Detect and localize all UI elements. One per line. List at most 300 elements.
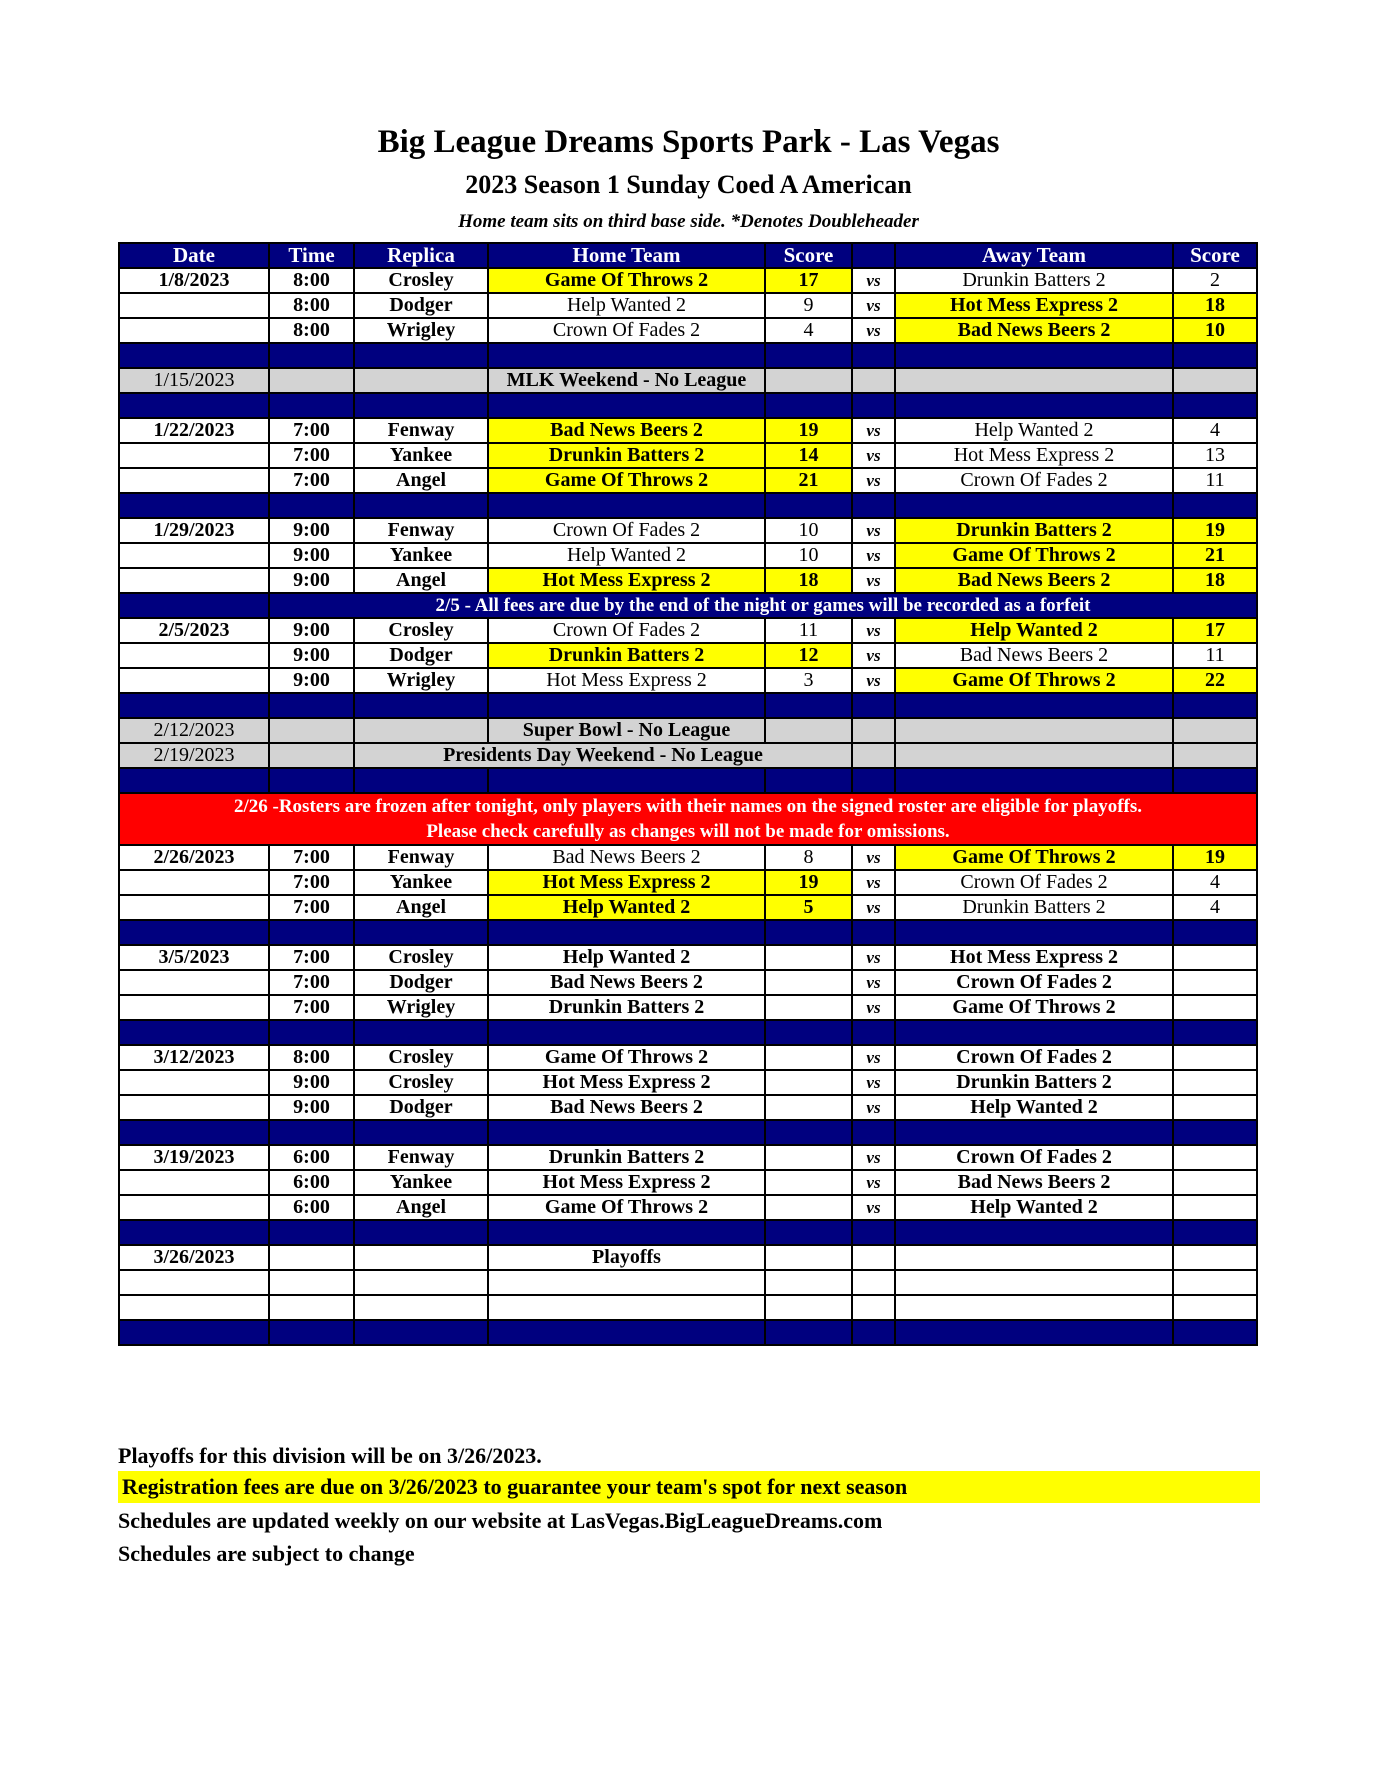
spacer-cell xyxy=(488,1020,765,1045)
game-row xyxy=(119,1270,1257,1295)
time-cell xyxy=(269,718,354,743)
vs-cell: vs xyxy=(852,543,895,568)
spacer-cell xyxy=(354,1320,488,1345)
home-team-cell: Game Of Throws 2 xyxy=(488,468,765,493)
replica-cell: Dodger xyxy=(354,293,488,318)
replica-cell: Crosley xyxy=(354,945,488,970)
home-team-cell: Hot Mess Express 2 xyxy=(488,668,765,693)
spacer-cell xyxy=(354,920,488,945)
home-team-cell: Help Wanted 2 xyxy=(488,543,765,568)
away-score-cell xyxy=(1173,1245,1257,1270)
game-row xyxy=(119,293,1257,318)
away-team-cell: Drunkin Batters 2 xyxy=(895,268,1173,293)
spacer-row xyxy=(119,1120,1257,1145)
game-row xyxy=(119,618,1257,643)
home-team-cell: Drunkin Batters 2 xyxy=(488,995,765,1020)
time-cell: 7:00 xyxy=(269,970,354,995)
spacer-cell xyxy=(488,693,765,718)
spacer-cell xyxy=(765,1020,852,1045)
away-team-cell: Game Of Throws 2 xyxy=(895,995,1173,1020)
spacer-cell xyxy=(852,693,895,718)
spacer-cell xyxy=(119,920,269,945)
time-cell: 7:00 xyxy=(269,995,354,1020)
date-cell: 3/26/2023 xyxy=(119,1245,269,1270)
time-cell xyxy=(269,368,354,393)
game-row xyxy=(119,543,1257,568)
home-team-cell: Drunkin Batters 2 xyxy=(488,643,765,668)
time-cell xyxy=(269,1245,354,1270)
vs-cell: vs xyxy=(852,568,895,593)
spacer-cell xyxy=(354,1220,488,1245)
spacer-row xyxy=(119,1220,1257,1245)
date-cell: 1/15/2023 xyxy=(119,368,269,393)
date-cell: 1/8/2023 xyxy=(119,268,269,293)
date-cell: 2/19/2023 xyxy=(119,743,269,768)
roster-notice-line-1: 2/26 -Rosters are frozen after tonight, only players with their names on the signed roster are eligible for playoffs. xyxy=(233,796,1143,817)
vs-cell: vs xyxy=(852,870,895,895)
home-team-cell: Hot Mess Express 2 xyxy=(488,1070,765,1095)
away-team-cell: Crown Of Fades 2 xyxy=(895,468,1173,493)
time-cell xyxy=(269,1295,354,1320)
away-team-cell: Game Of Throws 2 xyxy=(895,845,1173,870)
home-score-cell xyxy=(765,995,852,1020)
away-team-cell: Drunkin Batters 2 xyxy=(895,895,1173,920)
no-league-row xyxy=(119,718,1257,743)
footer-change-note: Schedules are subject to change xyxy=(118,1541,415,1566)
time-cell: 9:00 xyxy=(269,618,354,643)
replica-cell xyxy=(354,368,488,393)
replica-cell: Angel xyxy=(354,468,488,493)
away-score-cell xyxy=(1173,1195,1257,1220)
spacer-cell xyxy=(765,1320,852,1345)
home-score-cell: 4 xyxy=(765,318,852,343)
home-score-cell: 10 xyxy=(765,518,852,543)
game-row xyxy=(119,568,1257,593)
time-cell: 7:00 xyxy=(269,418,354,443)
date-cell xyxy=(119,1070,269,1095)
spacer-cell xyxy=(354,768,488,793)
replica-cell xyxy=(354,1245,488,1270)
vs-cell: vs xyxy=(852,895,895,920)
roster-notice-row xyxy=(119,793,1257,845)
roster-notice-line-2: Please check carefully as changes will not be made for omissions. xyxy=(426,821,950,842)
page-title: Big League Dreams Sports Park - Las Vegas xyxy=(377,124,1000,160)
vs-cell: vs xyxy=(852,1070,895,1095)
away-team-cell: Bad News Beers 2 xyxy=(895,568,1173,593)
spacer-cell xyxy=(895,493,1173,518)
vs-cell: vs xyxy=(852,845,895,870)
vs-cell: vs xyxy=(852,1095,895,1120)
away-score-cell: 10 xyxy=(1173,318,1257,343)
spacer-cell xyxy=(269,343,354,368)
vs-cell: vs xyxy=(852,1145,895,1170)
time-cell: 7:00 xyxy=(269,945,354,970)
away-score-cell xyxy=(1173,1170,1257,1195)
game-row xyxy=(119,845,1257,870)
spacer-cell xyxy=(895,1020,1173,1045)
time-cell: 9:00 xyxy=(269,543,354,568)
away-team-cell: Crown Of Fades 2 xyxy=(895,870,1173,895)
home-team-cell xyxy=(488,1270,765,1295)
spacer-cell xyxy=(765,393,852,418)
home-score-cell xyxy=(765,1295,852,1320)
spacer-cell xyxy=(852,343,895,368)
replica-cell xyxy=(354,718,488,743)
home-team-cell: Bad News Beers 2 xyxy=(488,845,765,870)
vs-cell xyxy=(852,368,895,393)
away-team-cell xyxy=(895,718,1173,743)
vs-cell xyxy=(852,1295,895,1320)
home-score-cell xyxy=(765,1070,852,1095)
spacer-cell xyxy=(1173,1220,1257,1245)
game-row xyxy=(119,1245,1257,1270)
date-cell xyxy=(119,643,269,668)
spacer-cell xyxy=(1173,493,1257,518)
date-cell xyxy=(119,468,269,493)
away-team-cell xyxy=(895,1295,1173,1320)
away-score-cell: 19 xyxy=(1173,845,1257,870)
seating-note: Home team sits on third base side. *Denotes Doubleheader xyxy=(458,211,919,232)
spacer-cell xyxy=(354,343,488,368)
roster-notice xyxy=(119,793,1257,845)
away-team-cell: Bad News Beers 2 xyxy=(895,318,1173,343)
home-team-cell: Game Of Throws 2 xyxy=(488,268,765,293)
time-cell: 7:00 xyxy=(269,468,354,493)
spacer-cell xyxy=(488,920,765,945)
time-cell: 7:00 xyxy=(269,443,354,468)
home-score-cell: 18 xyxy=(765,568,852,593)
home-score-cell xyxy=(765,1170,852,1195)
no-league-label: MLK Weekend - No League xyxy=(488,368,765,393)
no-league-row xyxy=(119,743,1257,768)
away-team-cell xyxy=(895,1245,1173,1270)
time-cell xyxy=(269,743,354,768)
away-score-cell: 2 xyxy=(1173,268,1257,293)
away-score-cell: 18 xyxy=(1173,293,1257,318)
time-cell: 7:00 xyxy=(269,895,354,920)
spacer-cell xyxy=(852,1220,895,1245)
home-score-cell: 14 xyxy=(765,443,852,468)
time-cell: 9:00 xyxy=(269,668,354,693)
date-cell xyxy=(119,668,269,693)
page-subtitle: 2023 Season 1 Sunday Coed A American xyxy=(465,170,912,199)
game-row xyxy=(119,970,1257,995)
fee-notice-row xyxy=(119,593,1257,618)
away-team-cell xyxy=(895,1270,1173,1295)
away-team-cell: Hot Mess Express 2 xyxy=(895,443,1173,468)
spacer-cell xyxy=(354,493,488,518)
home-team-cell: Crown Of Fades 2 xyxy=(488,518,765,543)
spacer-cell xyxy=(1173,920,1257,945)
home-score-cell xyxy=(765,1195,852,1220)
time-cell: 9:00 xyxy=(269,518,354,543)
spacer-cell xyxy=(895,1320,1173,1345)
date-cell xyxy=(119,293,269,318)
home-score-cell xyxy=(765,1045,852,1070)
time-cell: 8:00 xyxy=(269,293,354,318)
game-row xyxy=(119,468,1257,493)
vs-cell: vs xyxy=(852,970,895,995)
away-team-cell xyxy=(1173,743,1257,768)
time-cell: 8:00 xyxy=(269,1045,354,1070)
spacer-cell xyxy=(1173,693,1257,718)
away-score-cell xyxy=(1173,1270,1257,1295)
home-team-cell: Hot Mess Express 2 xyxy=(488,568,765,593)
spacer-cell xyxy=(1173,1320,1257,1345)
away-score-cell: 19 xyxy=(1173,518,1257,543)
date-cell xyxy=(119,443,269,468)
spacer-cell xyxy=(119,393,269,418)
spacer-cell xyxy=(488,1220,765,1245)
spacer-cell xyxy=(852,1320,895,1345)
home-score-cell xyxy=(765,718,852,743)
time-cell: 9:00 xyxy=(269,643,354,668)
spacer-cell xyxy=(1173,343,1257,368)
date-cell: 2/12/2023 xyxy=(119,718,269,743)
game-row xyxy=(119,643,1257,668)
replica-cell: Yankee xyxy=(354,870,488,895)
replica-cell: Crosley xyxy=(354,1045,488,1070)
spacer-cell xyxy=(354,693,488,718)
spacer-cell xyxy=(488,1320,765,1345)
time-cell: 6:00 xyxy=(269,1145,354,1170)
away-team-cell: Help Wanted 2 xyxy=(895,1095,1173,1120)
vs-cell: vs xyxy=(852,1170,895,1195)
game-row xyxy=(119,1070,1257,1095)
home-team-cell: Bad News Beers 2 xyxy=(488,418,765,443)
away-team-cell: Bad News Beers 2 xyxy=(895,1170,1173,1195)
spacer-row xyxy=(119,1320,1257,1345)
away-team-cell: Help Wanted 2 xyxy=(895,618,1173,643)
home-score-cell: 19 xyxy=(765,418,852,443)
home-team-cell: Crown Of Fades 2 xyxy=(488,318,765,343)
col-header-away-team: Away Team xyxy=(895,243,1173,268)
replica-cell: Yankee xyxy=(354,543,488,568)
away-score-cell: 13 xyxy=(1173,443,1257,468)
home-score-cell: 9 xyxy=(765,293,852,318)
game-row xyxy=(119,945,1257,970)
home-score-cell: 19 xyxy=(765,870,852,895)
no-league-row xyxy=(119,368,1257,393)
spacer-cell xyxy=(269,493,354,518)
replica-cell: Wrigley xyxy=(354,995,488,1020)
replica-cell: Crosley xyxy=(354,268,488,293)
time-cell: 7:00 xyxy=(269,845,354,870)
col-header-time: Time xyxy=(269,243,354,268)
home-score-cell: 11 xyxy=(765,618,852,643)
replica-cell: Angel xyxy=(354,1195,488,1220)
game-row xyxy=(119,1295,1257,1320)
spacer-row xyxy=(119,693,1257,718)
away-score-cell xyxy=(1173,970,1257,995)
date-cell xyxy=(119,1195,269,1220)
spacer-cell xyxy=(119,693,269,718)
spacer-row xyxy=(119,343,1257,368)
time-cell: 7:00 xyxy=(269,870,354,895)
spacer-cell xyxy=(488,343,765,368)
home-score-cell xyxy=(765,945,852,970)
vs-cell: vs xyxy=(852,318,895,343)
replica-cell: Yankee xyxy=(354,1170,488,1195)
spacer-cell xyxy=(119,493,269,518)
home-team-cell: Help Wanted 2 xyxy=(488,293,765,318)
spacer-cell xyxy=(1173,1020,1257,1045)
vs-cell: vs xyxy=(852,643,895,668)
vs-cell xyxy=(852,1270,895,1295)
spacer-cell xyxy=(1173,1120,1257,1145)
replica-cell: Dodger xyxy=(354,643,488,668)
time-cell: 9:00 xyxy=(269,1070,354,1095)
date-cell xyxy=(119,543,269,568)
date-cell xyxy=(119,1170,269,1195)
replica-cell: Wrigley xyxy=(354,318,488,343)
home-score-cell xyxy=(852,743,895,768)
spacer-cell xyxy=(488,1120,765,1145)
spacer-cell xyxy=(895,343,1173,368)
spacer-cell xyxy=(488,768,765,793)
spacer-cell xyxy=(488,493,765,518)
no-league-label: Super Bowl - No League xyxy=(488,718,765,743)
home-score-cell: 5 xyxy=(765,895,852,920)
away-team-cell: Game Of Throws 2 xyxy=(895,543,1173,568)
away-score-cell: 21 xyxy=(1173,543,1257,568)
replica-cell: Dodger xyxy=(354,970,488,995)
vs-cell: vs xyxy=(852,268,895,293)
away-score-cell xyxy=(1173,1070,1257,1095)
away-team-cell: Crown Of Fades 2 xyxy=(895,1145,1173,1170)
home-score-cell xyxy=(765,1145,852,1170)
date-cell xyxy=(119,995,269,1020)
away-score-cell xyxy=(1173,368,1257,393)
spacer-cell xyxy=(269,1220,354,1245)
away-score-cell xyxy=(1173,1295,1257,1320)
spacer-cell xyxy=(765,1220,852,1245)
home-score-cell: 8 xyxy=(765,845,852,870)
spacer-cell xyxy=(269,393,354,418)
home-team-cell: Game Of Throws 2 xyxy=(488,1045,765,1070)
vs-cell: vs xyxy=(852,443,895,468)
vs-cell xyxy=(895,743,1173,768)
spacer-cell xyxy=(354,1020,488,1045)
col-header-replica: Replica xyxy=(354,243,488,268)
game-row xyxy=(119,1095,1257,1120)
col-header-home-team: Home Team xyxy=(488,243,765,268)
home-score-cell: 12 xyxy=(765,643,852,668)
spacer-row xyxy=(119,920,1257,945)
spacer-cell xyxy=(765,768,852,793)
date-cell xyxy=(119,568,269,593)
spacer-cell xyxy=(269,693,354,718)
spacer-cell xyxy=(852,493,895,518)
home-team-cell: Crown Of Fades 2 xyxy=(488,618,765,643)
date-cell xyxy=(119,870,269,895)
home-score-cell xyxy=(765,970,852,995)
vs-cell: vs xyxy=(852,1045,895,1070)
spacer-cell xyxy=(765,343,852,368)
away-team-cell: Help Wanted 2 xyxy=(895,1195,1173,1220)
spacer-cell xyxy=(852,920,895,945)
spacer-row xyxy=(119,393,1257,418)
replica-cell: Wrigley xyxy=(354,668,488,693)
away-team-cell: Drunkin Batters 2 xyxy=(895,518,1173,543)
spacer-cell xyxy=(895,1120,1173,1145)
date-cell: 1/29/2023 xyxy=(119,518,269,543)
spacer-row xyxy=(119,768,1257,793)
spacer-cell xyxy=(765,693,852,718)
no-league-label: Presidents Day Weekend - No League xyxy=(354,743,852,768)
game-row xyxy=(119,518,1257,543)
date-cell: 2/26/2023 xyxy=(119,845,269,870)
col-header-vs xyxy=(852,243,895,268)
replica-cell: Yankee xyxy=(354,443,488,468)
spacer-cell xyxy=(269,1320,354,1345)
home-score-cell: 3 xyxy=(765,668,852,693)
game-row xyxy=(119,1145,1257,1170)
col-header-away-score: Score xyxy=(1173,243,1257,268)
spacer-row xyxy=(119,1020,1257,1045)
spacer-cell xyxy=(1173,768,1257,793)
date-cell xyxy=(119,1270,269,1295)
away-score-cell: 4 xyxy=(1173,870,1257,895)
game-row xyxy=(119,1170,1257,1195)
away-team-cell: Crown Of Fades 2 xyxy=(895,1045,1173,1070)
replica-cell: Fenway xyxy=(354,418,488,443)
vs-cell: vs xyxy=(852,945,895,970)
replica-cell: Fenway xyxy=(354,845,488,870)
date-cell xyxy=(119,970,269,995)
away-team-cell xyxy=(895,368,1173,393)
vs-cell xyxy=(852,1245,895,1270)
spacer-cell xyxy=(119,1120,269,1145)
spacer-cell xyxy=(852,1020,895,1045)
spacer-cell xyxy=(488,393,765,418)
vs-cell: vs xyxy=(852,468,895,493)
time-cell: 8:00 xyxy=(269,318,354,343)
spacer-cell xyxy=(765,1120,852,1145)
replica-cell xyxy=(354,1270,488,1295)
home-team-cell: Drunkin Batters 2 xyxy=(488,443,765,468)
game-row xyxy=(119,895,1257,920)
away-score-cell: 17 xyxy=(1173,618,1257,643)
spacer-cell xyxy=(895,693,1173,718)
home-team-cell: Help Wanted 2 xyxy=(488,895,765,920)
footer-registration-note: Registration fees are due on 3/26/2023 to guarantee your team's spot for next season xyxy=(118,1471,1260,1503)
spacer-cell xyxy=(852,393,895,418)
time-cell: 6:00 xyxy=(269,1170,354,1195)
replica-cell: Angel xyxy=(354,568,488,593)
away-score-cell xyxy=(1173,1095,1257,1120)
away-team-cell: Game Of Throws 2 xyxy=(895,668,1173,693)
footer-playoffs-note: Playoffs for this division will be on 3/26/2023. xyxy=(118,1443,542,1468)
home-score-cell: 21 xyxy=(765,468,852,493)
away-score-cell: 4 xyxy=(1173,418,1257,443)
replica-cell xyxy=(354,1295,488,1320)
spacer-cell xyxy=(269,1120,354,1145)
away-team-cell: Bad News Beers 2 xyxy=(895,643,1173,668)
table-header-row xyxy=(119,243,1257,268)
game-row xyxy=(119,1195,1257,1220)
spacer-cell xyxy=(765,920,852,945)
spacer-cell xyxy=(895,768,1173,793)
home-team-cell: Bad News Beers 2 xyxy=(488,1095,765,1120)
vs-cell: vs xyxy=(852,995,895,1020)
home-team-cell: Hot Mess Express 2 xyxy=(488,870,765,895)
spacer-cell xyxy=(852,1120,895,1145)
spacer-cell xyxy=(269,768,354,793)
time-cell: 9:00 xyxy=(269,568,354,593)
date-cell xyxy=(119,1295,269,1320)
date-cell: 1/22/2023 xyxy=(119,418,269,443)
